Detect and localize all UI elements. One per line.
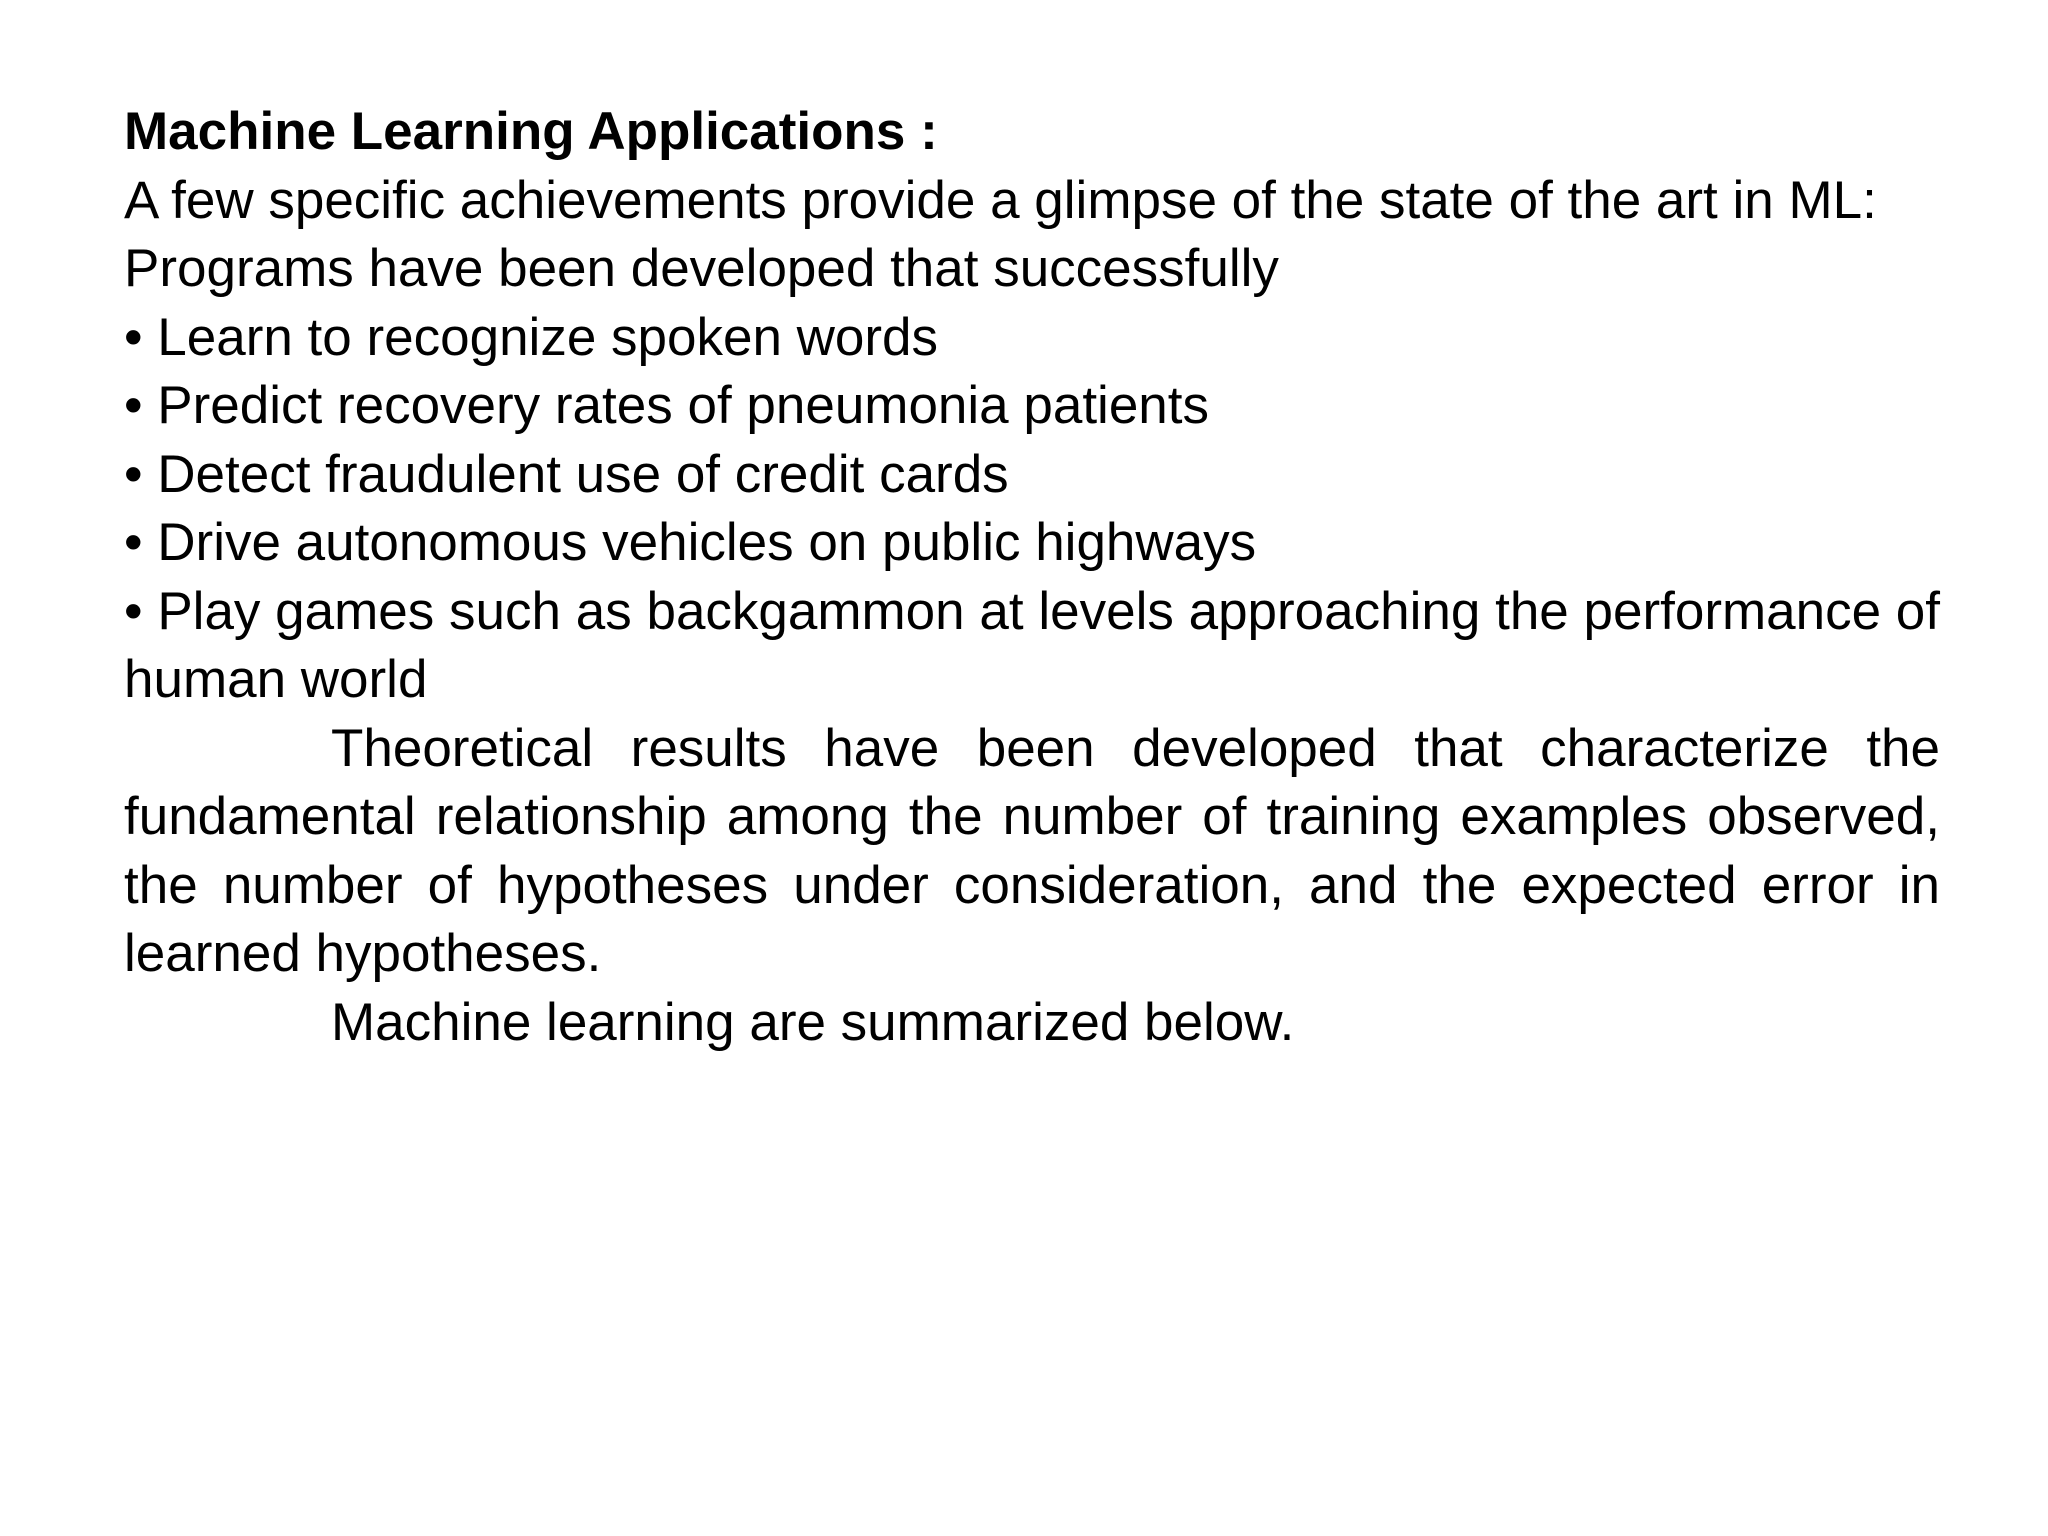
achievement-list bbox=[124, 304, 1940, 715]
list-item bbox=[124, 578, 1940, 715]
document-body bbox=[124, 98, 1940, 1057]
list-item bbox=[124, 509, 1940, 578]
bullet-icon: • bbox=[124, 307, 158, 367]
theory-paragraph: Theoretical results have been developed that characterize the fundamental relationship among the number of training examples observed, the number of hypotheses under consideration, and the expected error in learned hypotheses. bbox=[124, 718, 1940, 983]
bullet-icon: • bbox=[124, 376, 158, 435]
intro-paragraph: A few specific achievements provide a glimpse of the state of the art in ML: bbox=[124, 170, 1877, 230]
list-item-text: Detect fraudulent use of credit cards bbox=[157, 444, 1009, 504]
list-item-text: Learn to recognize spoken words bbox=[157, 307, 939, 367]
summary-paragraph: Machine learning are summarized below. bbox=[331, 992, 1295, 1052]
bullet-icon: • bbox=[124, 513, 158, 572]
list-item bbox=[124, 372, 1940, 441]
list-item-text: Play games such as backgammon at levels approaching the performance of human world bbox=[124, 581, 1941, 709]
bullet-icon: • bbox=[124, 581, 158, 641]
list-item-text: Predict recovery rates of pneumonia patients bbox=[157, 376, 1209, 435]
list-item bbox=[124, 304, 1940, 373]
list-item-text: Drive autonomous vehicles on public highways bbox=[157, 513, 1257, 572]
document-heading: Machine Learning Applications : bbox=[124, 102, 938, 161]
list-item bbox=[124, 441, 1940, 510]
lead-in-text: Programs have been developed that successfully bbox=[124, 239, 1279, 298]
bullet-icon: • bbox=[124, 444, 158, 504]
